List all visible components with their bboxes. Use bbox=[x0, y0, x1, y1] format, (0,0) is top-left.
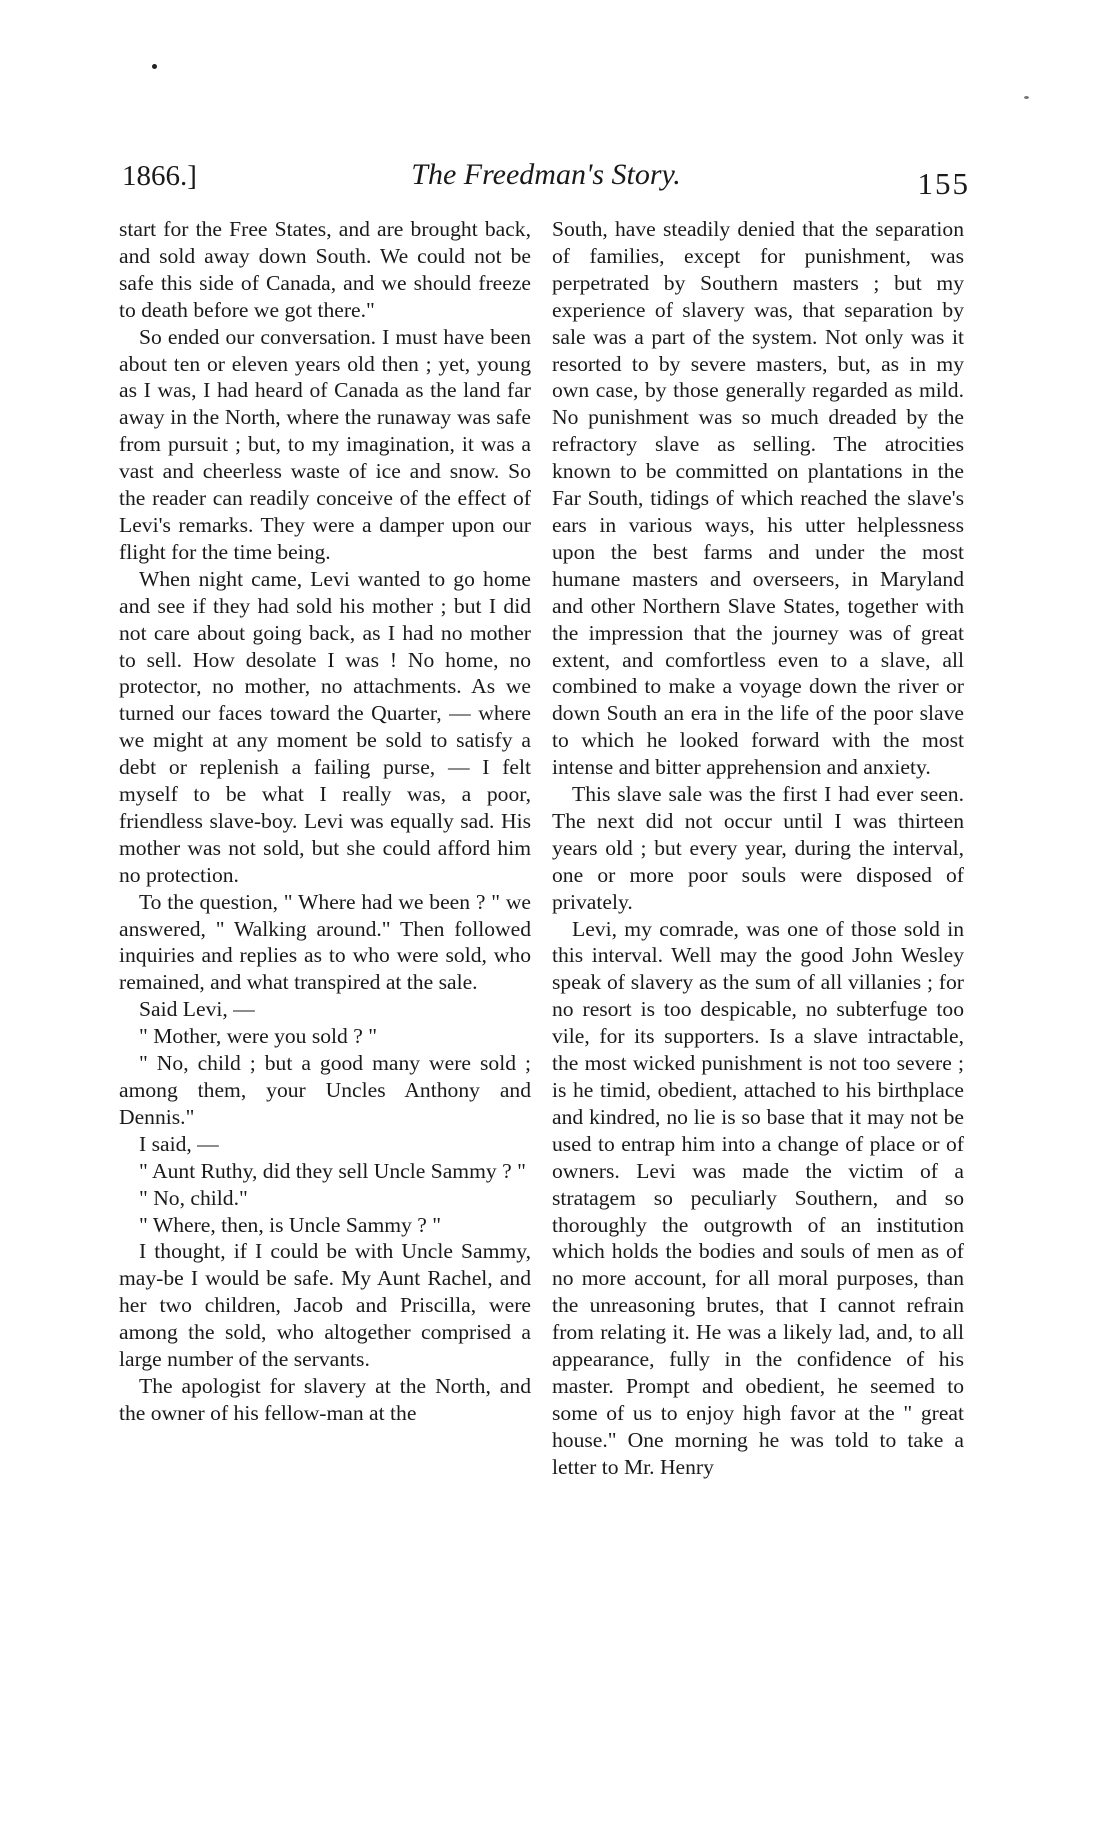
header-year: 1866.] bbox=[122, 160, 197, 192]
paragraph-continued: South, have steadily denied that the separation of families, except for punishment, was perpetrated by Southern masters ; but my experience of slavery was, that separation by sale was a part of the system. Not only was it resorted to by severe masters, but, as in my own case, by those generally regarded as mild. No punishment was so much dreaded by the refractory slave as selling. The atrocities known to be committed on plantations in the Far South, tidings of which reached the slave's ears in various ways, his utter helplessness upon the best farms and under the most humane masters and overseers, in Maryland and other Northern Slave States, together with the impression that the journey was of great extent, and comfortless even to a slave, all combined to make a voyage down the river or down South an era in the life of the poor slave to which he looked forward with the most intense and bitter apprehension and anxiety. bbox=[552, 217, 964, 780]
left-column bbox=[119, 216, 531, 1427]
paragraph: The apologist for slavery at the North, and the owner of his fellow-man at the bbox=[119, 1373, 531, 1425]
paragraph: " Where, then, is Uncle Sammy ? " bbox=[139, 1212, 442, 1237]
paragraph-continued: start for the Free States, and are brought back, and sold away down South. We could not be safe this side of Canada, and we should freeze to death before we got there." bbox=[119, 217, 531, 322]
paragraph: " No, child." bbox=[139, 1185, 248, 1210]
paragraph: Levi, my comrade, was one of those sold in this interval. Well may the good John Wesley speak of slavery as the sum of all villanies ; for no resort is too despicable, no subterfuge too vile, for its supporters. Is a slave intractable, the most wicked punishment is not too severe ; is he timid, obedient, attached to his birthplace and kindred, no lie is so base that it may not be used to entrap him into a change of place or of owners. Levi was made the victim of a stratagem so peculiarly Southern, and so thoroughly the outgrowth of an institution which holds the bodies and souls of men as of no more account, for all moral purposes, than the unreasoning brutes, that I cannot refrain from relating it. He was a likely lad, and, to all appearance, fully in the confidence of his master. Prompt and obedient, he seemed to some of us to enjoy high favor at the " great house." One morning he was told to take a letter to Mr. Henry bbox=[552, 916, 964, 1479]
ink-speck-corner bbox=[1024, 96, 1029, 99]
paragraph: So ended our conversation. I must have been about ten or eleven years old then ; yet, young as I was, I had heard of Canada as the land far away in the North, where the runaway was safe from pursuit ; but, to my imagination, it was a vast and cheerless waste of ice and snow. So the reader can readily conceive of the effect of Levi's remarks. They were a damper upon our flight for the time being. bbox=[119, 324, 531, 564]
running-head bbox=[122, 158, 970, 202]
right-column bbox=[552, 216, 964, 1481]
paragraph: To the question, " Where had we been ? " we answered, " Walking around." Then followed inquiries and replies as to who were sold, who remained, and what transpired at the sale. bbox=[119, 889, 531, 995]
paragraph: " Mother, were you sold ? " bbox=[139, 1024, 378, 1049]
paragraph: When night came, Levi wanted to go home and see if they had sold his mother ; but I did not care about going back, as I had no mother to sell. How desolate I was ! No home, no protector, no mother, no attachments. As we turned our faces toward the Quarter, — where we might at any moment be sold to satisfy a debt or replenish a failing purse, — I felt myself to be what I really was, a poor, friendless slave-boy. Levi was equally sad. His mother was not sold, but she could afford him no protection. bbox=[119, 566, 531, 887]
paragraph: " No, child ; but a good many were sold ; among them, your Uncles Anthony and Dennis." bbox=[119, 1051, 531, 1129]
paragraph: Said Levi, — bbox=[139, 997, 255, 1022]
header-page-number: 155 bbox=[917, 166, 970, 201]
ink-speck bbox=[152, 64, 157, 69]
header-title: The Freedman's Story. bbox=[411, 158, 681, 191]
paragraph: I thought, if I could be with Uncle Sammy, may-be I would be safe. My Aunt Rachel, and her two children, Jacob and Priscilla, were among the sold, who altogether comprised a large number of the servants. bbox=[119, 1239, 531, 1372]
paragraph: " Aunt Ruthy, did they sell Uncle Sammy ? " bbox=[139, 1158, 526, 1183]
paragraph: I said, — bbox=[139, 1131, 219, 1156]
paragraph: This slave sale was the first I had ever seen. The next did not occur until I was thirteen years old ; but every year, during the interval, one or more poor souls were disposed of privately. bbox=[552, 782, 964, 914]
